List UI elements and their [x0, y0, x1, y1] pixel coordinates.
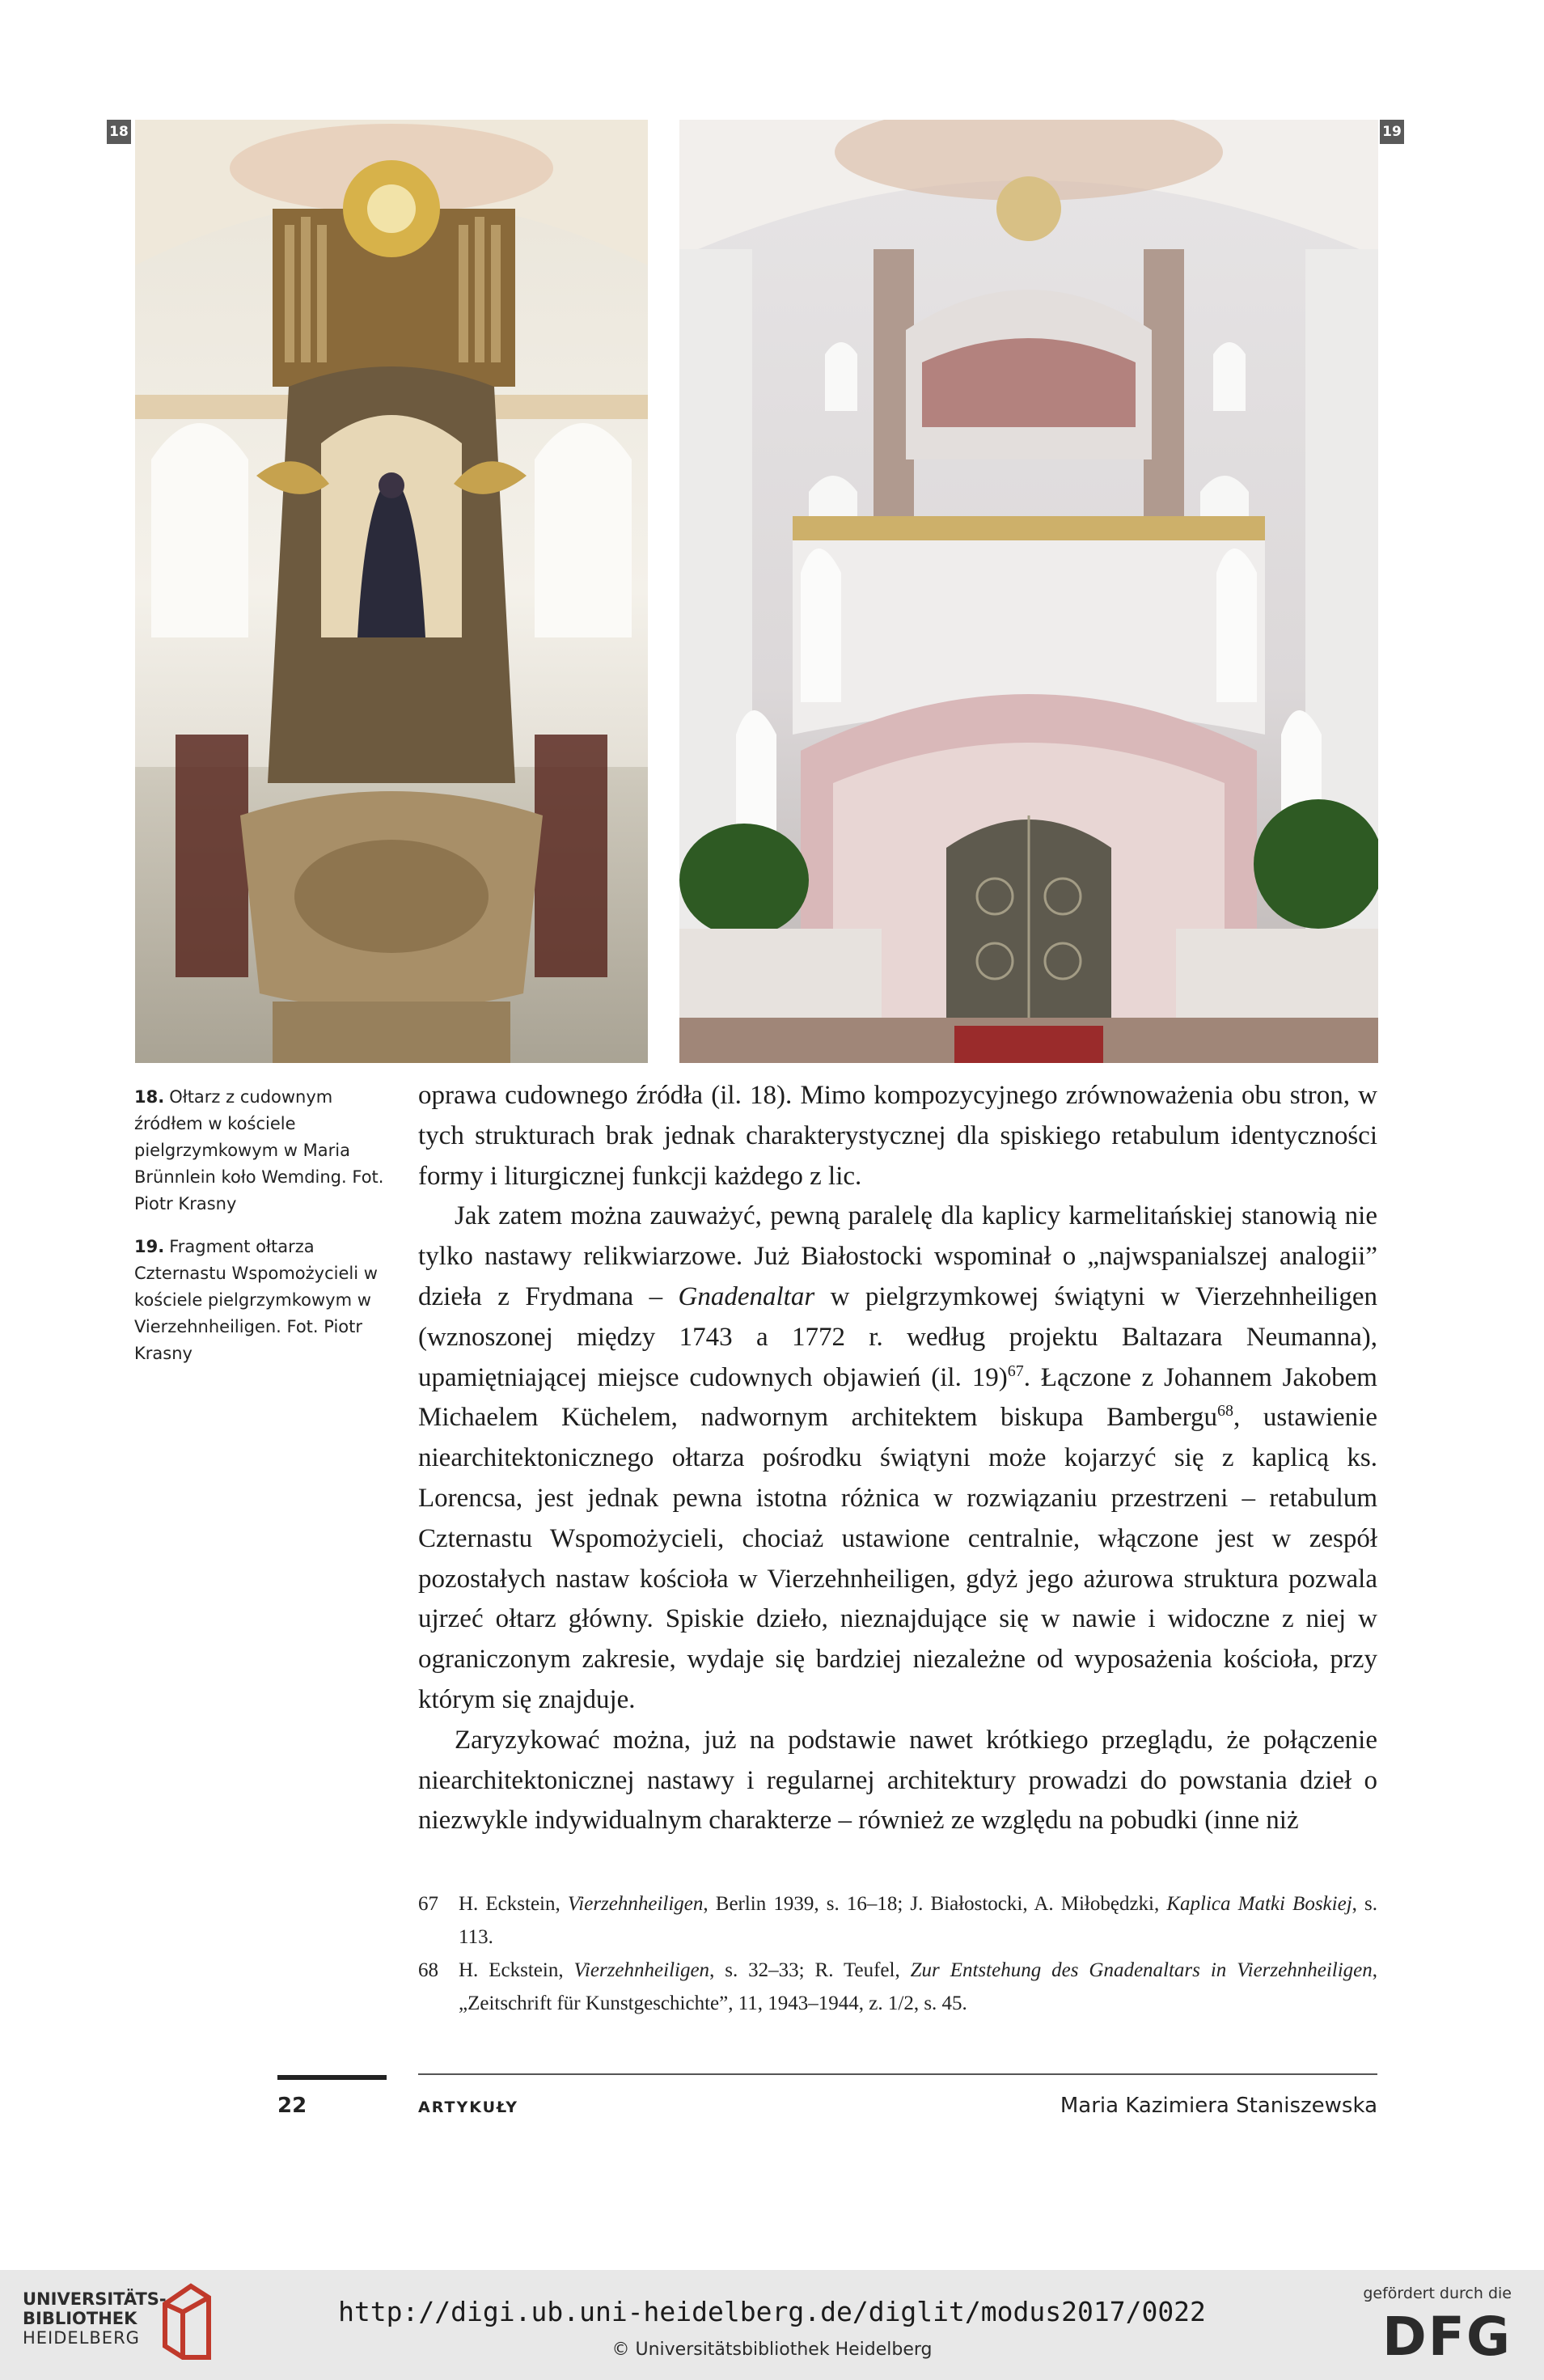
figure-captions	[134, 1084, 401, 1383]
footnotes	[418, 1887, 1377, 2020]
text-run: w pielgrzymkowej świątyni w Vierzehnheiligen (wznoszonej między 1743 a 1772 r. według projektu Baltazara Neumanna), upamiętniającej miejsce cudownych objawień (il. 19)	[418, 1281, 1377, 1392]
italic-title: Vierzehnheiligen	[573, 1959, 710, 1981]
permalink-url[interactable]: http://digi.ub.uni-heidelberg.de/diglit/modus2017/0022	[338, 2296, 1206, 2327]
library-name-line: HEIDELBERG	[23, 2328, 140, 2348]
copyright: © Universitätsbibliothek Heidelberg	[611, 2340, 933, 2360]
italic-title: Vierzehnheiligen	[567, 1893, 704, 1915]
author-name: Maria Kazimiera Staniszewska	[1060, 2094, 1377, 2118]
footnote-number: 68	[418, 1959, 438, 1981]
digitization-bar	[0, 2270, 1544, 2380]
caption-text: Ołtarz z cudownym źródłem w kościele pielgrzymkowym w Maria Brünnlein koło Wemding. Fot. Piotr Krasny	[134, 1087, 384, 1213]
text-run: , „Zeitschrift für Kunstgeschichte”, 11, 1943–1944, z. 1/2, s. 45.	[459, 1959, 1378, 2014]
footnote-68	[418, 1954, 1377, 2020]
text-run: . Łączone z Johannem Jakobem Michaelem Küchelem, nadwornym architektem biskupa Bambergu	[418, 1362, 1377, 1433]
section-name: ARTYKUŁY	[418, 2098, 519, 2116]
figure-19-number: 19	[1380, 120, 1404, 144]
italic-title: Zur Entstehung des Gnadenaltars in Vierzehnheiligen	[910, 1959, 1373, 1981]
funder-label: gefördert durch die	[1363, 2285, 1512, 2302]
footer-rule-short	[277, 2075, 387, 2080]
text-run: , ustawienie niearchitektonicznego ołtarza pośrodku świątyni może kojarzyć się z kaplicą ks. Lorencsa, jest jednak pewna istotna różnica w rozwiązaniu przestrzeni – retabulum Czternastu Wspomożycieli, chociaż ustawione centralnie, włączone jest w zespół pozostałych nastaw kościoła w Vierzehnheiligen, gdyż jego ażurowa struktura pozwala ujrzeć ołtarz główny. Spiskie dzieło, nieznajdujące się w nawie i widoczne z niej w ograniczonym zakresie, wydaje się bardziej niezależne od wyposażenia kościoła, przy którym się znajduje.	[418, 1403, 1377, 1714]
footer-rule	[418, 2073, 1377, 2075]
footnote-67	[418, 1887, 1377, 1954]
figure-18-number: 18	[107, 120, 131, 144]
library-name-line: UNIVERSITÄTS-	[23, 2289, 167, 2309]
photo-gnadenaltar-vierzehnheiligen	[679, 120, 1378, 1063]
caption-figure-19	[134, 1234, 401, 1367]
footnote-ref-68[interactable]: 68	[1217, 1402, 1234, 1421]
library-name-line: BIBLIOTHEK	[23, 2309, 137, 2328]
page-number: 22	[277, 2094, 307, 2118]
text-run: , s. 32–33; R. Teufel,	[709, 1959, 911, 1981]
text-run: , s. 113.	[459, 1893, 1377, 1948]
italic-title: Kaplica Matki Boskiej	[1166, 1893, 1352, 1915]
footnote-number: 67	[418, 1893, 438, 1915]
dfg-logo[interactable]: DFG	[1381, 2306, 1512, 2368]
paragraph-2	[418, 1196, 1377, 1720]
text-run: , Berlin 1939, s. 16–18; J. Białostocki, A. Miłobędzki,	[703, 1893, 1167, 1915]
paragraph-3: Zaryzykować można, już na podstawie nawet krótkiego przeglądu, że połączenie niearchitektonicznej nastawy i regularnej architektury prowadzi do powstania dzieł o niezwykle indywidualnym charakterze – również ze względu na pobudki (inne niż	[418, 1725, 1377, 1836]
paragraph-1: oprawa cudownego źródła (il. 18). Mimo kompozycyjnego zrównoważenia obu stron, w tych strukturach brak jednak charakterystycznej dla spiskiego retabulum identyczności formy i liturgicznej funkcji każdego z lic.	[418, 1081, 1377, 1191]
italic-term: Gnadenaltar	[678, 1281, 815, 1311]
caption-text: Fragment ołtarza Czternastu Wspomożycieli w kościele pielgrzymkowym w Vierzehnheiligen. Fot. Piotr Krasny	[134, 1237, 378, 1363]
text-run: H. Eckstein,	[459, 1959, 574, 1981]
text-run: Jak zatem można zauważyć, pewną paralelę dla kaplicy karmelitańskiej stanowią nie tylko nastawy relikwiarzowe. Już Białostocki wspominał o „najwspanialszej analogii” dzieła z Frydmana –	[418, 1201, 1377, 1311]
caption-number: 18.	[134, 1087, 165, 1107]
article-body	[418, 1076, 1377, 1841]
text-run: H. Eckstein,	[459, 1893, 568, 1915]
caption-figure-18	[134, 1084, 401, 1218]
caption-number: 19.	[134, 1237, 165, 1256]
footnote-ref-67[interactable]: 67	[1007, 1362, 1024, 1380]
photo-altar-maria-brunnlein	[135, 120, 648, 1063]
